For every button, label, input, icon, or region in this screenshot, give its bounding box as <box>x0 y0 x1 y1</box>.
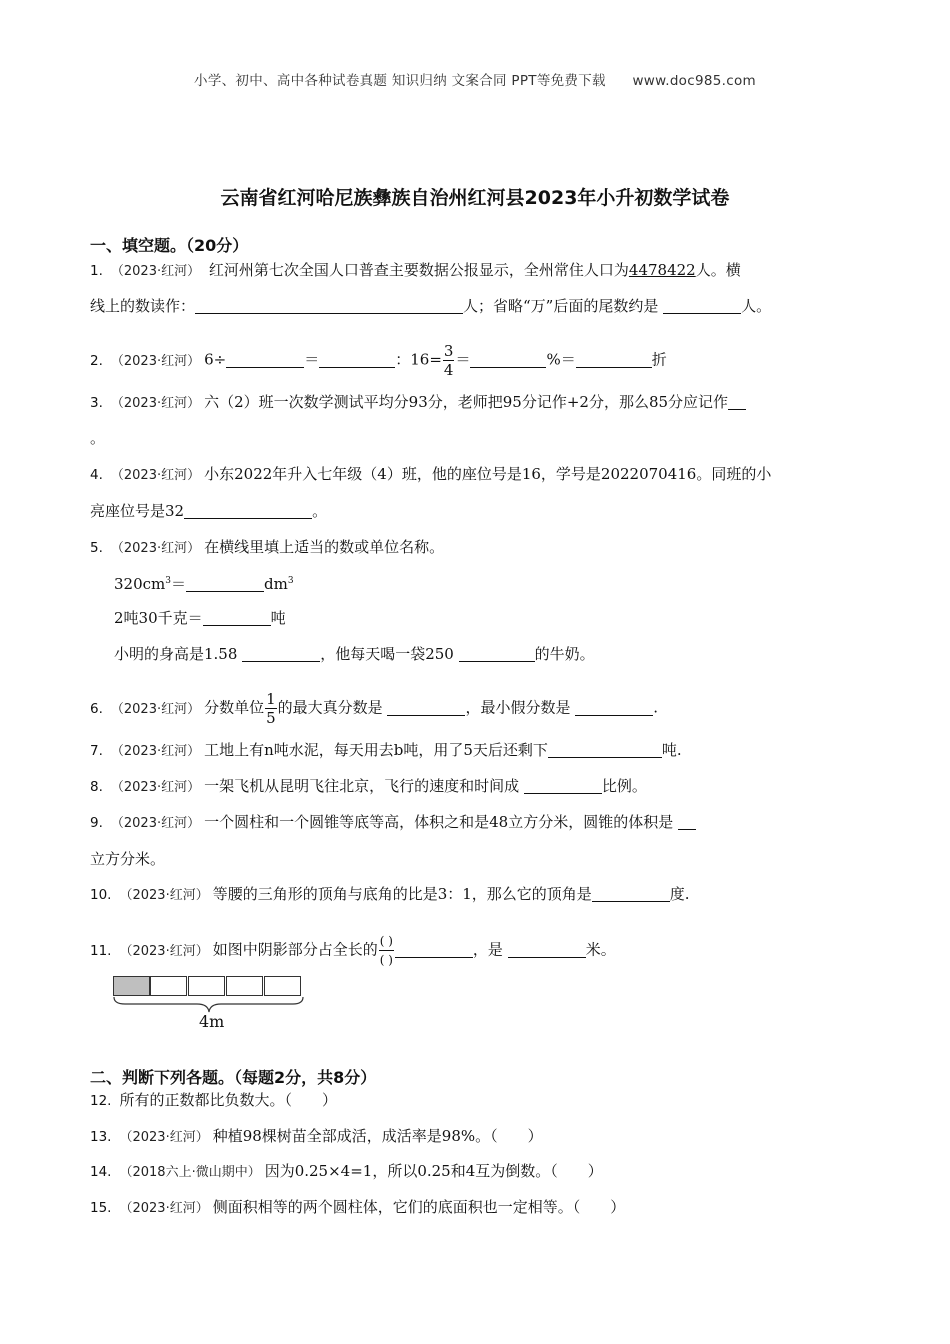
question-text: dm <box>264 575 288 593</box>
question-source: （2023·红河） <box>110 701 201 717</box>
question-4 <box>90 464 771 486</box>
question-source: （2023·红河） <box>110 468 201 483</box>
fraction <box>443 342 455 379</box>
fraction-denominator: 4 <box>443 361 454 379</box>
question-text: 小明的身高是1.58 <box>114 645 238 663</box>
question-text: 小东2022年升入七年级（4）班，他的座位号是16，学号是2022070416。同班的小 <box>204 465 772 483</box>
superscript: 3 <box>287 576 294 586</box>
segment <box>188 976 225 996</box>
question-text: ，他每天喝一袋250 <box>320 645 454 663</box>
question-text: ＝ <box>171 575 187 593</box>
question-text: 所有的正数都比负数大。（ ） <box>119 1091 337 1109</box>
fraction-denominator: ( ) <box>379 953 393 967</box>
question-text: 在横线里填上适当的数或单位名称。 <box>204 538 445 556</box>
question-source: （2018六上·微山期中） <box>119 1165 261 1180</box>
question-text: ，是 <box>472 940 503 959</box>
question-1 <box>90 260 741 282</box>
question-text: ，最小假分数是 <box>465 698 571 717</box>
question-text: ＝ <box>304 350 320 369</box>
answer-blank[interactable] <box>242 645 320 662</box>
question-text: 工地上有n吨水泥，每天用去b吨，用了5天后还剩下 <box>204 741 548 759</box>
segment <box>150 976 187 996</box>
answer-blank[interactable] <box>548 741 662 758</box>
question-text: 吨 <box>270 609 286 627</box>
answer-blank[interactable] <box>387 699 465 716</box>
question-source: （2023·红河） <box>110 353 201 369</box>
question-9-line-2: 立方分米。 <box>90 850 166 868</box>
question-source: （2023·红河） <box>110 780 201 795</box>
question-3-line-2: 。 <box>90 429 106 447</box>
question-text: 如图中阴影部分占全长的 <box>212 940 378 959</box>
question-text: 。 <box>312 502 328 520</box>
question-source: （2023·红河） <box>110 541 201 556</box>
question-text: 红河州第七次全国人口普查主要数据公报显示，全州常住人口为 <box>208 261 629 279</box>
answer-blank[interactable] <box>186 575 264 592</box>
question-source: （2023·红河） <box>119 1201 209 1216</box>
question-number: 9. <box>90 815 103 831</box>
question-text: 一架飞机从昆明飞往北京，飞行的速度和时间成 <box>204 777 520 795</box>
question-number: 14. <box>90 1164 112 1180</box>
question-5 <box>90 537 444 559</box>
fraction-numerator: 3 <box>443 342 454 360</box>
question-number: 12. <box>90 1093 112 1109</box>
question-source: （2023·红河） <box>110 264 201 279</box>
question-number: 6. <box>90 700 103 717</box>
question-text: ＝ <box>455 350 471 369</box>
answer-blank[interactable] <box>576 351 652 368</box>
question-text: 线上的数读作： <box>90 297 196 315</box>
question-text: 侧面积相等的两个圆柱体，它们的底面积也一定相等。（ ） <box>212 1198 626 1216</box>
question-15 <box>90 1197 625 1219</box>
question-text: 人。 <box>741 297 772 315</box>
question-5-line-3 <box>114 644 595 664</box>
answer-blank[interactable] <box>184 502 312 519</box>
shaded-segment <box>113 976 150 996</box>
answer-blank[interactable] <box>663 297 741 314</box>
question-number: 5. <box>90 540 103 556</box>
answer-blank[interactable] <box>226 351 304 368</box>
question-number: 15. <box>90 1200 112 1216</box>
section-1-title: 一、填空题。（20分） <box>90 236 249 255</box>
question-11 <box>90 932 616 969</box>
question-8 <box>90 776 647 798</box>
question-text: 六（2）班一次数学测试平均分93分，老师把95分记作+2分，那么85分应记作 <box>204 393 729 411</box>
superscript: 3 <box>165 576 171 586</box>
question-9 <box>90 812 696 834</box>
question-text: 亮座位号是32 <box>90 502 185 520</box>
question-source: （2023·红河） <box>119 1130 209 1145</box>
answer-blank[interactable] <box>470 351 546 368</box>
header-url[interactable]: www.doc985.com <box>632 73 756 89</box>
question-number: 7. <box>90 743 103 759</box>
question-3 <box>90 392 746 414</box>
answer-blank[interactable] <box>728 393 746 410</box>
answer-blank[interactable] <box>195 297 463 314</box>
question-12 <box>90 1090 337 1111</box>
page-header <box>0 69 950 89</box>
question-number: 2. <box>90 352 103 369</box>
segment <box>264 976 301 996</box>
question-2 <box>90 342 667 379</box>
question-text: %＝ <box>546 350 576 369</box>
answer-blank[interactable] <box>203 609 271 626</box>
question-source: （2023·红河） <box>119 943 209 959</box>
question-text: 6÷ <box>204 350 227 369</box>
answer-blank[interactable] <box>459 645 535 662</box>
figure-length-label: 4m <box>199 1012 225 1031</box>
question-text: ：16= <box>395 350 442 369</box>
question-text: . <box>653 698 659 717</box>
question-13 <box>90 1126 543 1148</box>
question-text: 种植98棵树苗全部成活，成活率是98%。（ ） <box>212 1127 543 1145</box>
question-5-line-2 <box>114 608 286 628</box>
answer-blank[interactable] <box>678 813 696 830</box>
question-number: 4. <box>90 467 103 483</box>
answer-blank[interactable] <box>319 351 395 368</box>
question-14 <box>90 1161 603 1183</box>
question-text: 的牛奶。 <box>534 645 595 663</box>
fraction <box>379 932 394 969</box>
fraction-denominator: 5 <box>266 709 276 727</box>
question-source: （2023·红河） <box>110 744 201 759</box>
question-7 <box>90 740 682 762</box>
header-text: 小学、初中、高中各种试卷真题 知识归纳 文案合同 PPT等免费下载 <box>194 73 606 89</box>
question-text: 一个圆柱和一个圆锥等底等高，体积之和是48立方分米，圆锥的体积是 <box>204 813 674 831</box>
question-text: 米。 <box>585 940 616 959</box>
question-text: 折 <box>651 350 667 369</box>
question-text: 320cm <box>114 575 166 593</box>
question-6 <box>90 690 658 727</box>
question-text: 吨. <box>661 741 682 759</box>
question-source: （2023·红河） <box>119 888 209 903</box>
question-number: 13. <box>90 1129 112 1145</box>
question-text: 2吨30千克＝ <box>114 609 203 627</box>
question-text: 人；省略“万”后面的尾数约是 <box>463 297 659 315</box>
fraction <box>265 690 277 727</box>
question-source: （2023·红河） <box>110 396 201 411</box>
question-text: 度. <box>669 885 690 903</box>
fraction-numerator: 1 <box>266 690 276 708</box>
question-number: 8. <box>90 779 103 795</box>
question-source: （2023·红河） <box>110 816 201 831</box>
answer-blank[interactable] <box>575 699 653 716</box>
question-4-line-2 <box>90 501 327 521</box>
question-5-line-1 <box>114 571 294 594</box>
question-10 <box>90 884 690 906</box>
question-text: 人。横 <box>695 261 741 279</box>
question-number: 3. <box>90 395 103 411</box>
question-number: 10. <box>90 887 112 903</box>
question-number: 1. <box>90 263 103 279</box>
population-value: 4478422 <box>628 261 696 279</box>
answer-blank[interactable] <box>395 941 473 958</box>
answer-blank[interactable] <box>592 885 670 902</box>
question-1-line-2 <box>90 296 771 316</box>
answer-blank[interactable] <box>508 941 586 958</box>
section-2-title: 二、判断下列各题。（每题2分，共8分） <box>90 1068 377 1087</box>
question-text: 因为0.25×4=1，所以0.25和4互为倒数。（ ） <box>264 1162 603 1180</box>
page-title: 云南省红河哈尼族彝族自治州红河县2023年小升初数学试卷 <box>220 187 730 209</box>
question-text: 等腰的三角形的顶角与底角的比是3：1，那么它的顶角是 <box>212 885 592 903</box>
question-text: 分数单位 <box>204 698 265 717</box>
question-number: 11. <box>90 942 112 959</box>
segment <box>226 976 263 996</box>
question-text: 的最大真分数是 <box>277 698 383 717</box>
answer-blank[interactable] <box>524 777 602 794</box>
fraction-numerator: ( ) <box>379 932 394 951</box>
question-text: 比例。 <box>601 777 647 795</box>
